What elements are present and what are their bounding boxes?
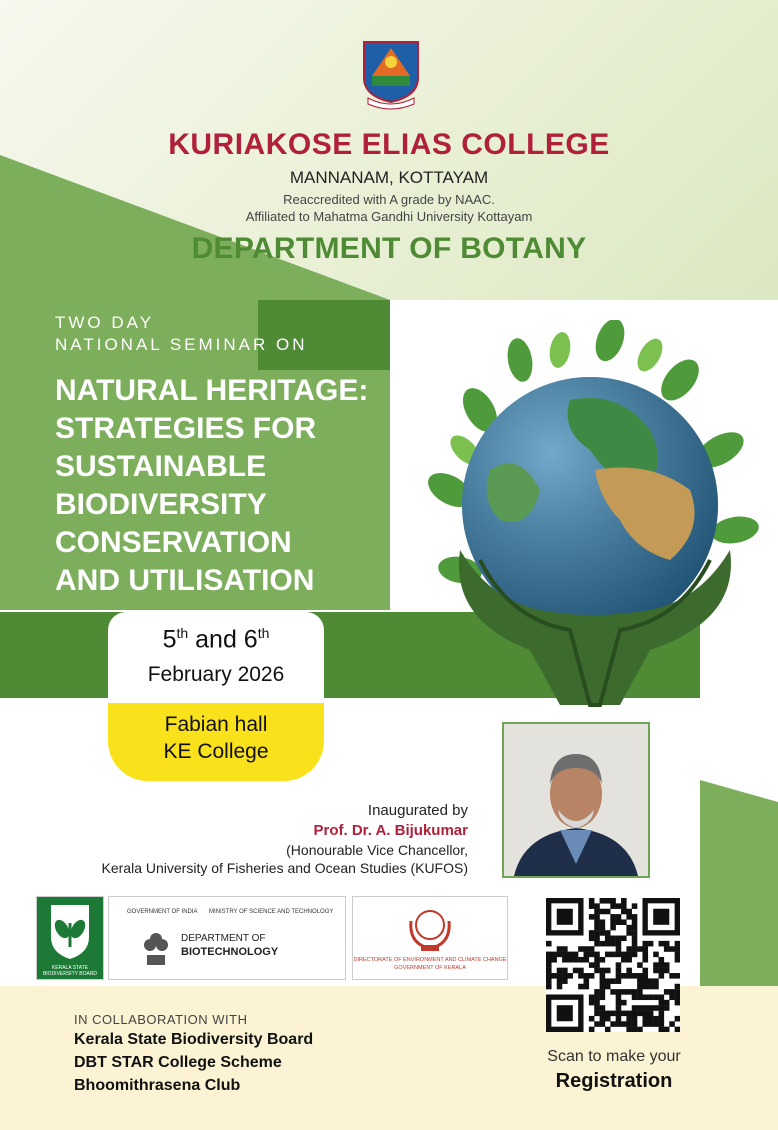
dbt-name-text: BIOTECHNOLOGY: [181, 946, 279, 958]
scan-instruction: Scan to make your: [547, 1048, 681, 1065]
seminar-type-line: NATIONAL SEMINAR ON: [55, 335, 308, 354]
venue-hall: Fabian hall: [164, 713, 268, 736]
college-name: KURIAKOSE ELIAS COLLEGE: [168, 128, 610, 161]
decc-kerala-logo: [352, 896, 508, 980]
dbt-logo: [108, 896, 346, 980]
college-crest-logo: [358, 38, 424, 110]
inaugurator-role: (Honourable Vice Chancellor,: [286, 842, 468, 858]
seminar-title-line: CONSERVATION: [55, 526, 292, 559]
right-green-shape: [700, 780, 778, 986]
event-month-year: February 2026: [147, 663, 285, 686]
ashoka-emblem-icon: [139, 925, 173, 973]
inaugurated-by-label: Inaugurated by: [367, 802, 468, 819]
inaugurator-name: Prof. Dr. A. Bijukumar: [313, 822, 468, 839]
inaugurator-photo: [502, 722, 650, 878]
dbt-gov-text: GOVERNMENT OF INDIA: [127, 909, 198, 915]
ksbb-logo-text: KERALA STATE BIODIVERSITY BOARD: [42, 965, 98, 977]
collaborator-item: DBT STAR College Scheme: [74, 1054, 282, 1071]
seminar-title-line: SUSTAINABLE: [55, 450, 267, 483]
dbt-ministry-text: MINISTRY OF SCIENCE AND TECHNOLOGY: [209, 909, 334, 915]
globe-in-hands-illustration: [420, 320, 770, 710]
department-name: DEPARTMENT OF BOTANY: [191, 232, 587, 265]
seminar-title-line: BIODIVERSITY: [55, 488, 267, 521]
seminar-title: [55, 372, 395, 600]
event-dates: 5th and 6th: [162, 625, 270, 654]
kerala-biodiversity-board-logo: [36, 896, 104, 980]
kerala-emblem-icon: [405, 901, 455, 955]
seminar-type-line: TWO DAY: [55, 313, 155, 332]
seminar-title-line: NATURAL HERITAGE:: [55, 374, 369, 407]
registration-qr-code[interactable]: [546, 898, 680, 1032]
seminar-type: [55, 312, 308, 356]
accreditation-text: Reaccredited with A grade by NAAC.: [283, 192, 495, 207]
collaborator-item: Kerala State Biodiversity Board: [74, 1031, 314, 1048]
seminar-title-line: STRATEGIES FOR: [55, 412, 317, 445]
seminar-title-line: AND UTILISATION: [55, 564, 315, 597]
collaborator-item: Bhoomithrasena Club: [74, 1077, 241, 1094]
venue-college: KE College: [163, 740, 269, 763]
decc-gov-text: GOVERNMENT OF KERALA: [394, 965, 466, 971]
dbt-dept-text: DEPARTMENT OF: [181, 933, 266, 944]
registration-label: Registration: [555, 1070, 673, 1092]
college-location: MANNANAM, KOTTAYAM: [289, 168, 489, 187]
collaboration-label: IN COLLABORATION WITH: [74, 1012, 248, 1027]
affiliation-text: Affiliated to Mahatma Gandhi University Kottayam: [245, 209, 533, 224]
decc-name-text: DIRECTORATE OF ENVIRONMENT AND CLIMATE CHANGE: [353, 957, 507, 963]
inaugurator-institution: Kerala University of Fisheries and Ocean Studies (KUFOS): [101, 860, 468, 876]
